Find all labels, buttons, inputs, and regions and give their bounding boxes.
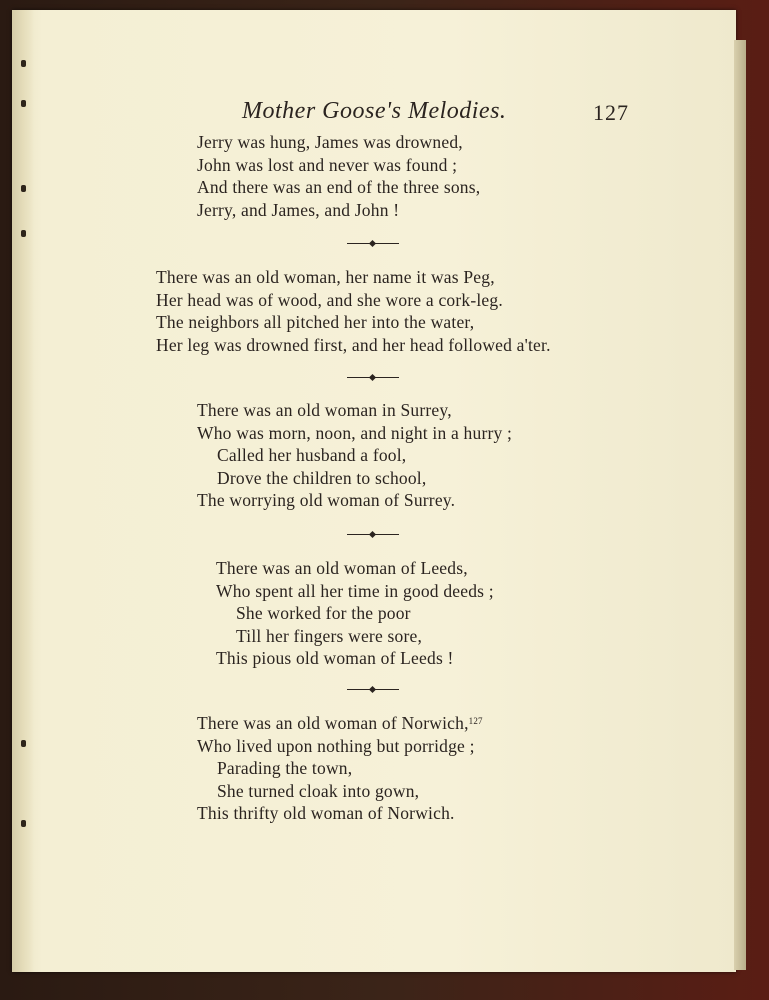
stanza-old-woman-surrey xyxy=(197,399,512,512)
stanza-divider xyxy=(347,684,399,696)
page-edge-stack xyxy=(734,40,746,970)
binding-thread-mark xyxy=(21,230,26,237)
verse-line: Till her fingers were sore, xyxy=(236,625,423,646)
verse-line: Who lived upon nothing but porridge ; xyxy=(197,735,475,756)
verse-line: Jerry, and James, and John ! xyxy=(197,199,400,220)
verse-line: Who was morn, noon, and night in a hurry ; xyxy=(197,422,513,443)
stanza-divider xyxy=(347,238,399,250)
verse-line: There was an old woman in Surrey, xyxy=(197,400,452,420)
verse-line: There was an old woman of Leeds, xyxy=(216,558,468,578)
verse-line: Called her husband a fool, xyxy=(217,445,407,465)
verse-line: Who spent all her time in good deeds ; xyxy=(216,580,494,601)
binding-thread-mark xyxy=(21,820,26,827)
verse-line: Drove the children to school, xyxy=(217,467,427,488)
binding-thread-mark xyxy=(21,60,26,67)
verse-line: John was lost and never was found ; xyxy=(197,154,458,175)
verse-line: Her head was of wood, and she wore a cork-leg. xyxy=(156,289,503,310)
binding-thread-mark xyxy=(21,185,26,192)
verse-line: This thrifty old woman of Norwich. xyxy=(197,803,455,823)
verse-line: She turned cloak into gown, xyxy=(217,780,420,801)
stanza-old-woman-norwich xyxy=(197,712,483,825)
verse-line: The neighbors all pitched her into the water, xyxy=(156,312,475,332)
verse-line-text: There was an old woman of Norwich, xyxy=(197,713,469,733)
footnote-marker: 127 xyxy=(468,716,483,726)
stanza-jerry-james-john xyxy=(197,131,480,221)
verse-line: Jerry was hung, James was drowned, xyxy=(197,132,463,152)
book-page xyxy=(12,10,736,972)
stanza-old-woman-peg xyxy=(156,266,551,356)
stanza-divider xyxy=(347,529,399,541)
verse-line: Her leg was drowned first, and her head followed a'ter. xyxy=(156,334,551,355)
running-title: Mother Goose's Melodies. xyxy=(242,98,507,124)
verse-line: There was an old woman, her name it was Peg, xyxy=(156,267,495,287)
verse-line: This pious old woman of Leeds ! xyxy=(216,648,454,668)
binding-thread-mark xyxy=(21,740,26,747)
page-header xyxy=(12,90,736,130)
verse-line: The worrying old woman of Surrey. xyxy=(197,490,456,510)
verse-line xyxy=(197,712,483,735)
stanza-old-woman-leeds xyxy=(216,557,494,670)
verse-line: Parading the town, xyxy=(217,758,353,778)
page-number: 127 xyxy=(593,100,629,125)
verse-line: And there was an end of the three sons, xyxy=(197,177,481,197)
verse-line: She worked for the poor xyxy=(236,603,411,623)
stanza-divider xyxy=(347,372,399,384)
page-gutter xyxy=(12,10,34,972)
